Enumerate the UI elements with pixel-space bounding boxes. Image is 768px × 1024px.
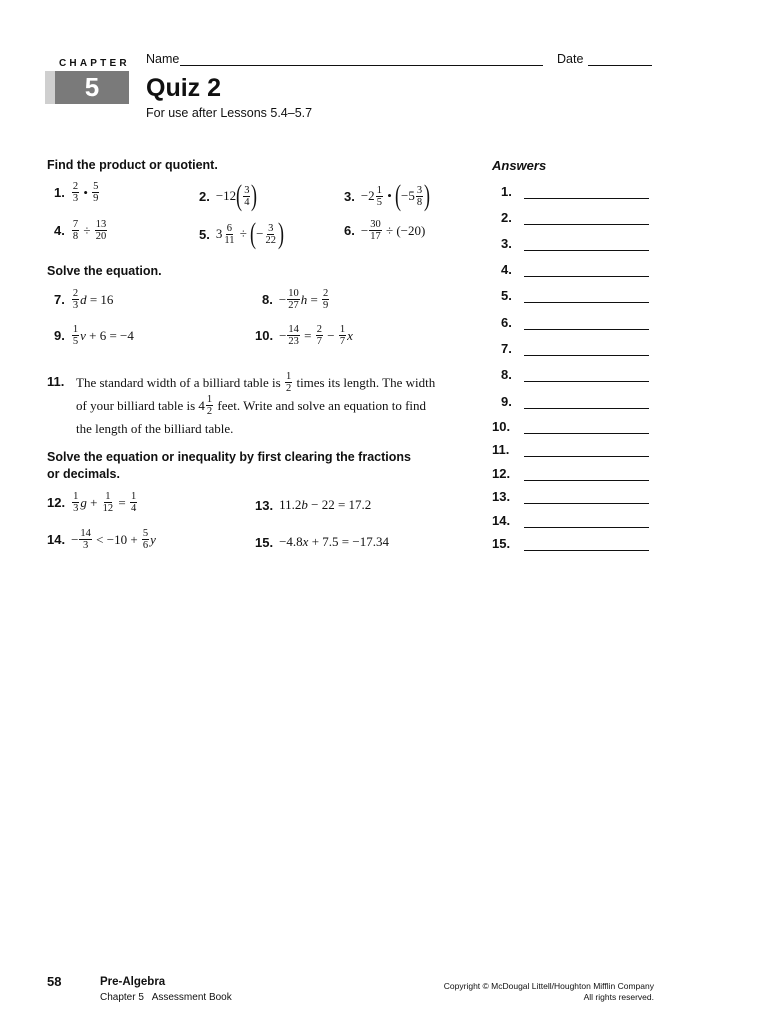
answer-row-10 (492, 419, 652, 435)
date-label: Date (557, 52, 584, 66)
problem-2 (199, 181, 257, 211)
section-heading-clear-fractions: Solve the equation or inequality by first clearing the fractions or decimals. (47, 450, 411, 481)
answer-row-6 (492, 315, 652, 331)
answer-label: 12. (492, 466, 511, 481)
answer-row-14 (492, 513, 652, 529)
answer-label: 10. (492, 419, 511, 434)
answer-label: 1. (501, 184, 512, 199)
problem-expression: − $\frac{14}{23}$ = $\frac{2}{7}$ − $\frac{1}{7}$ x (279, 324, 353, 347)
answer-row-11 (492, 442, 652, 458)
answer-blank-line[interactable] (524, 527, 649, 528)
answer-row-13 (492, 489, 652, 505)
answer-blank-line[interactable] (524, 433, 649, 434)
problem-1 (54, 181, 100, 204)
answer-row-3 (492, 236, 652, 252)
problem-14 (47, 528, 156, 551)
problem-number: 8. (262, 292, 273, 307)
problem-expression: $\frac{2}{3}$ • $\frac{5}{9}$ (72, 181, 99, 204)
answer-label: 6. (501, 315, 512, 330)
problem-expression: −2 $\frac{1}{5}$ • ( −5 $\frac{3}{8}$ ) (360, 179, 431, 212)
answer-row-12 (492, 466, 652, 482)
answer-blank-line[interactable] (524, 276, 649, 277)
answers-heading: Answers (492, 158, 547, 173)
answer-blank-line[interactable] (524, 329, 649, 330)
problem-11-text: The standard width of a billiard table is $\frac{1}{2}$ times its length. The width of your billiard table is 4 $\frac{1}{2}$ feet. Write and solve an equation to find the length of the billiard table. (76, 371, 476, 440)
name-field-line[interactable] (180, 65, 543, 66)
problem-expression: − $\frac{10}{27}$ h = $\frac{2}{9}$ (278, 288, 329, 311)
problem-number: 5. (199, 226, 210, 242)
chapter-label: CHAPTER (59, 58, 130, 69)
problem-11-number: 11. (47, 374, 65, 389)
problem-8 (262, 288, 330, 311)
answer-blank-line[interactable] (524, 550, 649, 551)
problem-3 (344, 181, 430, 211)
answer-blank-line[interactable] (524, 198, 649, 199)
chapter-badge (45, 71, 129, 104)
problem-number: 2. (199, 188, 210, 204)
answer-label: 2. (501, 210, 512, 225)
problem-expression: 11.2 b − 22 = 17.2 (279, 497, 372, 512)
problem-expression: 3 $\frac{6}{11}$ ÷ ( − $\frac{3}{22}$ ) (215, 217, 284, 250)
copyright-line-2: All rights reserved. (583, 992, 654, 1002)
answer-blank-line[interactable] (524, 381, 649, 382)
book-chapter: Chapter 5 Assessment Book (100, 992, 232, 1003)
date-field-line[interactable] (588, 65, 652, 66)
problem-11-line3: the length of the billiard table. (76, 421, 234, 436)
answer-blank-line[interactable] (524, 408, 649, 409)
problem-9 (54, 324, 134, 347)
answer-blank-line[interactable] (524, 503, 649, 504)
problem-4 (54, 219, 108, 242)
problem-number: 4. (54, 223, 65, 238)
answer-label: 11. (492, 442, 510, 457)
answer-row-15 (492, 536, 652, 552)
answer-row-8 (492, 367, 652, 383)
answer-blank-line[interactable] (524, 480, 649, 481)
problem-number: 7. (54, 292, 65, 307)
answer-row-9 (492, 394, 652, 410)
answer-row-5 (492, 288, 652, 304)
problem-number: 9. (54, 328, 65, 343)
section-heading-product-quotient: Find the product or quotient. (47, 158, 218, 172)
problem-12 (47, 491, 138, 514)
problem-number: 6. (344, 223, 355, 238)
problem-11-line1a: The standard width of a billiard table is (76, 375, 281, 390)
problem-expression: $\frac{1}{3}$ g + $\frac{1}{12}$ = $\frac{1}{4}$ (73, 491, 137, 514)
answer-label: 14. (492, 513, 511, 528)
answer-label: 4. (501, 262, 512, 277)
problem-number: 15. (255, 534, 274, 550)
problem-7 (54, 288, 113, 311)
problem-number: 14. (47, 532, 66, 547)
copyright (444, 981, 654, 1003)
problem-11-line2a: of your billiard table is 4 (76, 398, 205, 413)
answer-row-1 (492, 184, 652, 200)
answer-label: 9. (501, 394, 512, 409)
answer-label: 5. (501, 288, 512, 303)
page-subtitle: For use after Lessons 5.4–5.7 (146, 106, 313, 120)
answer-label: 3. (501, 236, 512, 251)
problem-expression: −12 ( $\frac{3}{4}$ ) (215, 179, 258, 212)
problem-15 (255, 534, 389, 550)
problem-number: 1. (54, 185, 65, 200)
page-number: 58 (47, 974, 62, 989)
page-title: Quiz 2 (146, 74, 222, 102)
copyright-line-1: Copyright © McDougal Littell/Houghton Mifflin Company (443, 981, 654, 991)
problem-11-line2b: feet. Write and solve an equation to find (217, 398, 427, 413)
problem-number: 12. (47, 495, 66, 510)
problem-number: 10. (255, 328, 274, 343)
problem-number: 13. (255, 497, 274, 513)
answer-row-2 (492, 210, 652, 226)
answer-label: 7. (501, 341, 512, 356)
answer-label: 15. (492, 536, 511, 551)
problem-5 (199, 219, 284, 249)
name-label: Name (146, 52, 180, 66)
answer-blank-line[interactable] (524, 250, 649, 251)
chapter-number: 5 (84, 72, 100, 102)
problem-13 (255, 497, 371, 513)
problem-10 (255, 324, 353, 347)
answer-label: 8. (501, 367, 512, 382)
book-title: Pre-Algebra (100, 976, 166, 988)
problem-number: 3. (344, 188, 355, 204)
problem-expression: $\frac{2}{3}$ d = 16 (72, 288, 114, 311)
section-heading-solve-equation: Solve the equation. (47, 264, 162, 278)
problem-expression: $\frac{7}{8}$ ÷ $\frac{13}{20}$ (72, 219, 107, 242)
problem-expression: − $\frac{14}{3}$ < −10 + $\frac{5}{6}$ y (71, 528, 156, 551)
answer-label: 13. (492, 489, 511, 504)
problem-expression: $\frac{1}{5}$ v + 6 = −4 (72, 324, 134, 347)
problem-expression: − $\frac{30}{17}$ ÷ (−20) (360, 219, 426, 242)
answer-blank-line[interactable] (524, 456, 649, 457)
answer-blank-line[interactable] (524, 224, 649, 225)
answer-blank-line[interactable] (524, 355, 649, 356)
answer-row-4 (492, 262, 652, 278)
answer-blank-line[interactable] (524, 302, 649, 303)
answer-row-7 (492, 341, 652, 357)
problem-6 (344, 219, 425, 242)
problem-11-line1b: times its length. The width (296, 375, 436, 390)
chapter-badge-shade (45, 71, 55, 104)
problem-expression: −4.8 x + 7.5 = −17.34 (279, 534, 389, 549)
